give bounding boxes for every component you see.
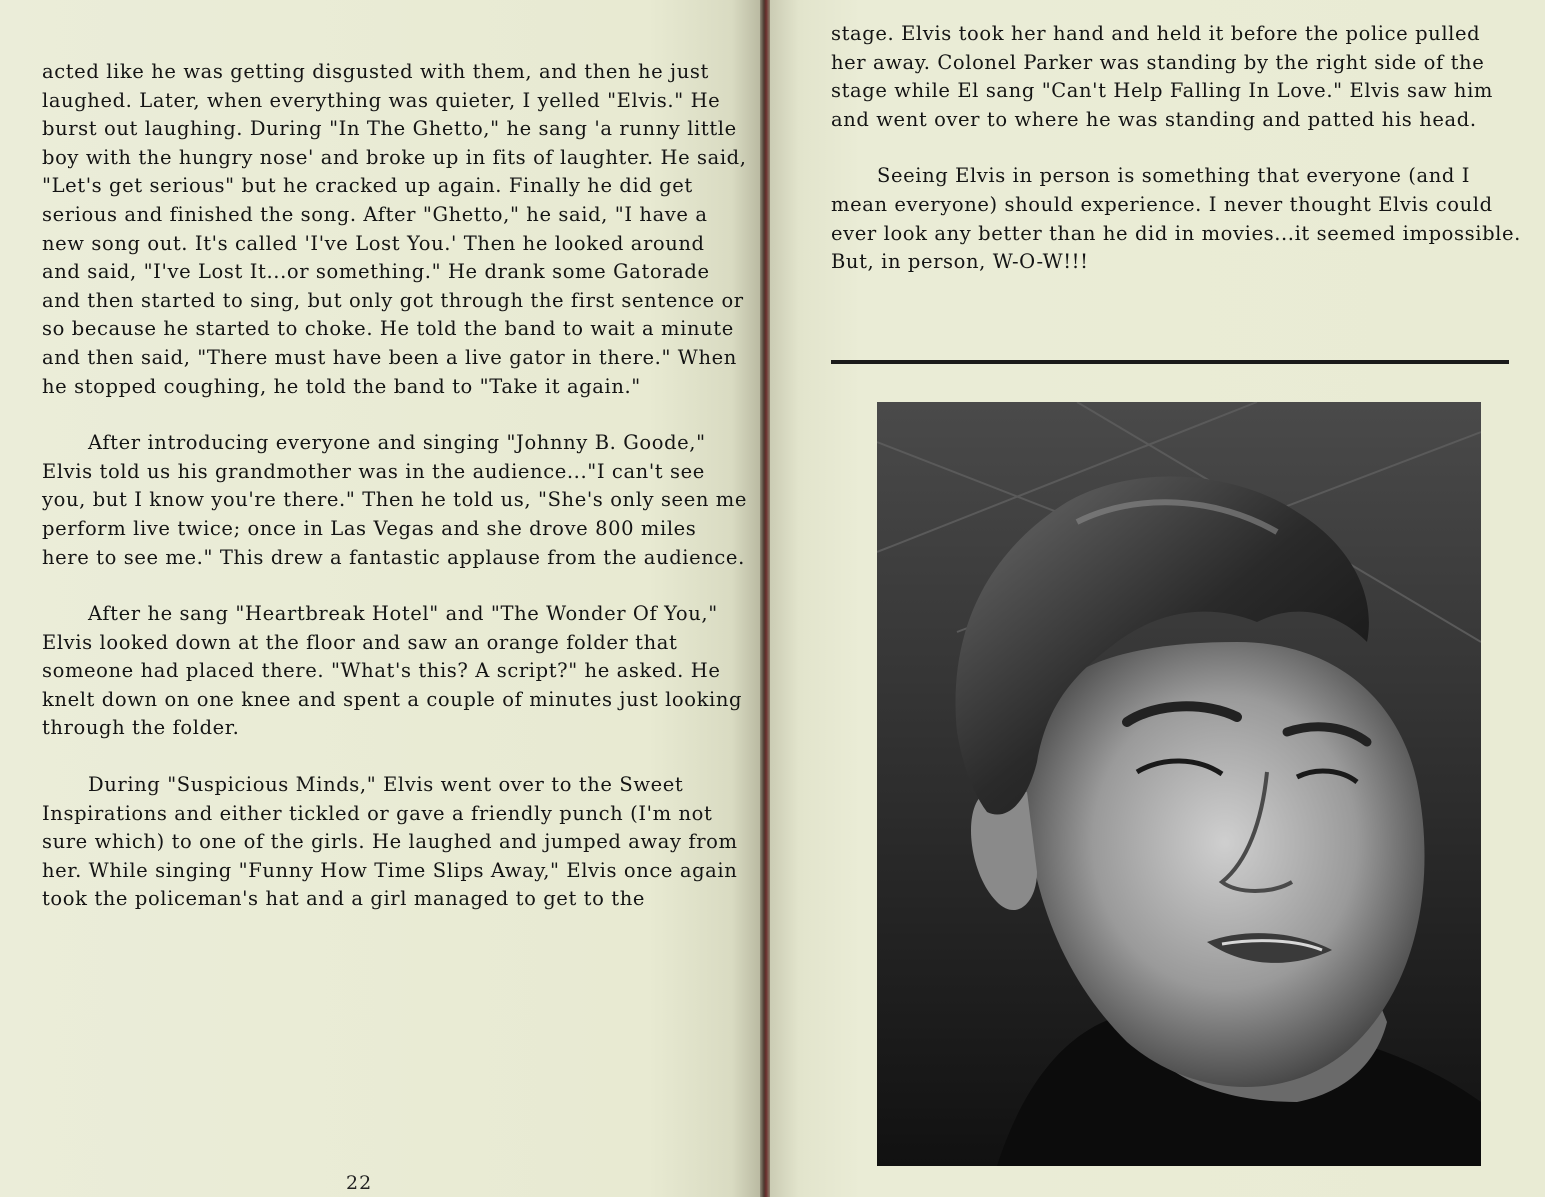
book-gutter xyxy=(760,0,770,1197)
right-paragraph-1: stage. Elvis took her hand and held it before the police pulled her away. Colonel Parker was standing by the right side of the stage while El sang "Can't Help Falling In Love." Elvis saw him and went over to where he was standing and patted his head. xyxy=(831,22,1494,131)
page-number: 22 xyxy=(346,1172,373,1194)
left-page-text xyxy=(42,58,748,942)
portrait-photo xyxy=(877,402,1481,1166)
portrait-image xyxy=(877,402,1481,1166)
left-paragraph-1: acted like he was getting disgusted with them, and then he just laughed. Later, when everything was quieter, I yelled "Elvis." He burst out laughing. During "In The Ghetto," he sang 'a runny little boy with the hungry nose' and broke up in fits of laughter. He said, "Let's get serious" but he cracked up again. Finally he did get serious and finished the song. After "Ghetto," he said, "I have a new song out. It's called 'I've Lost You.' Then he looked around and said, "I've Lost It...or something." He drank some Gatorade and then started to sing, but only got through the first sentence or so because he started to choke. He told the band to wait a minute and then said, "There must have been a live gator in there." When he stopped coughing, he told the band to "Take it again." xyxy=(42,60,747,398)
left-paragraph-3: After he sang "Heartbreak Hotel" and "The Wonder Of You," Elvis looked down at the floor and saw an orange folder that someone had placed there. "What's this? A script?" he asked. He knelt down on one knee and spent a couple of minutes just looking through the folder. xyxy=(42,602,743,740)
right-paragraph-2: Seeing Elvis in person is something that everyone (and I mean everyone) should experience. I never thought Elvis could ever look any better than he did in movies...it seemed impossible. But, in person, W-O-W!!! xyxy=(831,164,1521,274)
right-page-text xyxy=(831,20,1521,305)
horizontal-rule xyxy=(831,360,1509,364)
left-paragraph-4: During "Suspicious Minds," Elvis went over to the Sweet Inspirations and either tickled or gave a friendly punch (I'm not sure which) to one of the girls. He laughed and jumped away from her. While singing "Funny How Time Slips Away," Elvis once again took the policeman's hat and a girl managed to get to the xyxy=(42,773,738,911)
left-paragraph-2: After introducing everyone and singing "Johnny B. Goode," Elvis told us his grandmother was in the audience..."I can't see you, but I know you're there." Then he told us, "She's only seen me perform live twice; once in Las Vegas and she drove 800 miles here to see me." This drew a fantastic applause from the audience. xyxy=(42,431,748,569)
